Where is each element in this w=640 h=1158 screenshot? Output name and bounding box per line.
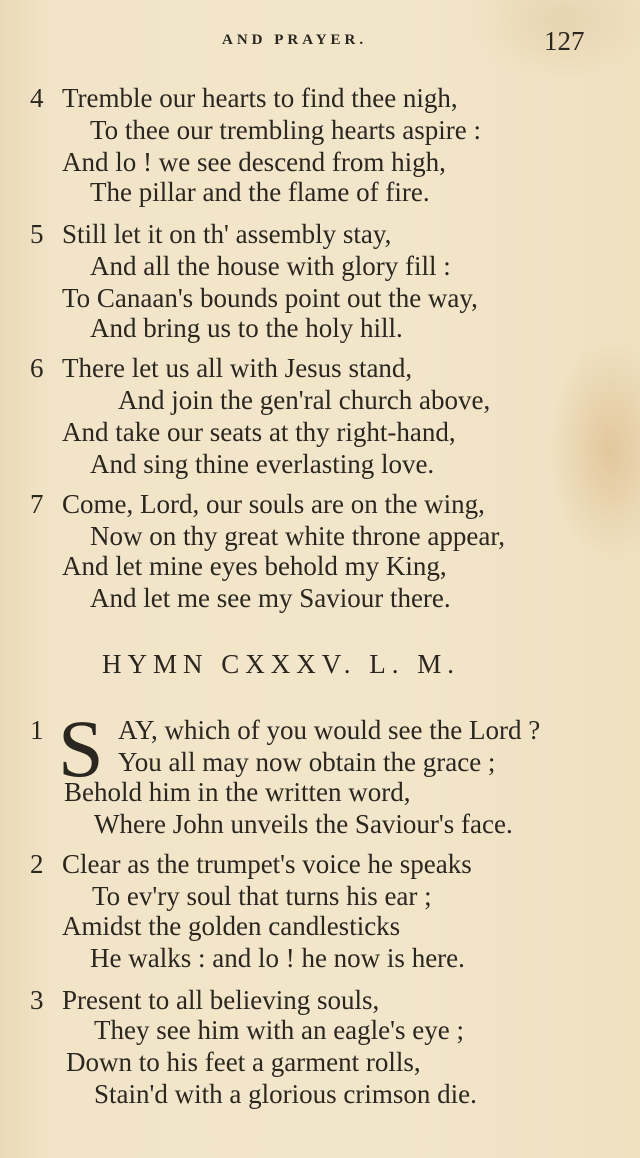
verse-line: And sing thine everlasting love. — [90, 449, 435, 479]
stanza-number: 2 — [30, 849, 44, 879]
verse-line: Stain'd with a glorious crimson die. — [94, 1079, 477, 1109]
page-number: 127 — [544, 26, 585, 56]
stanza-number: 4 — [30, 83, 44, 113]
stanza-number: 3 — [30, 985, 44, 1015]
verse-line: And all the house with glory fill : — [90, 251, 451, 281]
verse-line: Down to his feet a garment rolls, — [66, 1047, 421, 1077]
verse-line: Now on thy great white throne appear, — [90, 521, 506, 551]
verse-line: Still let it on th' assembly stay, — [62, 219, 392, 249]
verse-line: Clear as the trumpet's voice he speaks — [62, 849, 472, 879]
stanza-number: 7 — [30, 489, 44, 519]
verse-line: Where John unveils the Saviour's face. — [94, 809, 513, 839]
verse-line: To Canaan's bounds point out the way, — [62, 283, 478, 313]
drop-cap: S — [58, 703, 104, 794]
verse-line: AY, which of you would see the Lord ? — [118, 715, 541, 745]
verse-line: Come, Lord, our souls are on the wing, — [62, 489, 485, 519]
verse-line: And join the gen'ral church above, — [118, 385, 491, 415]
verse-line: And let me see my Saviour there. — [90, 583, 451, 613]
verse-line: You all may now obtain the grace ; — [118, 747, 496, 777]
verse-line: And take our seats at thy right-hand, — [62, 417, 456, 447]
verse-line: Amidst the golden candlesticks — [62, 911, 401, 941]
verse-line: There let us all with Jesus stand, — [62, 353, 413, 383]
running-head-title: AND PRAYER. — [222, 32, 368, 48]
verse-line: And let mine eyes behold my King, — [62, 551, 447, 581]
running-head — [0, 26, 640, 60]
verse-line: To thee our trembling hearts aspire : — [90, 115, 481, 145]
verse-line: Tremble our hearts to find thee nigh, — [62, 83, 458, 113]
verse-line: Behold him in the written word, — [64, 777, 411, 807]
hymn-heading: HYMN CXXXV. L. M. — [102, 649, 461, 679]
verse-line: To ev'ry soul that turns his ear ; — [92, 881, 432, 911]
verse-line: And bring us to the holy hill. — [90, 313, 403, 343]
stanza-number: 6 — [30, 353, 44, 383]
verse-line: The pillar and the flame of fire. — [90, 177, 430, 207]
verse-line: They see him with an eagle's eye ; — [94, 1015, 464, 1045]
stanza-number: 1 — [30, 715, 44, 745]
verse-line: And lo ! we see descend from high, — [62, 147, 446, 177]
verse-line: He walks : and lo ! he now is here. — [90, 943, 465, 973]
stanza-number: 5 — [30, 219, 44, 249]
verse-line: Present to all believing souls, — [62, 985, 380, 1015]
